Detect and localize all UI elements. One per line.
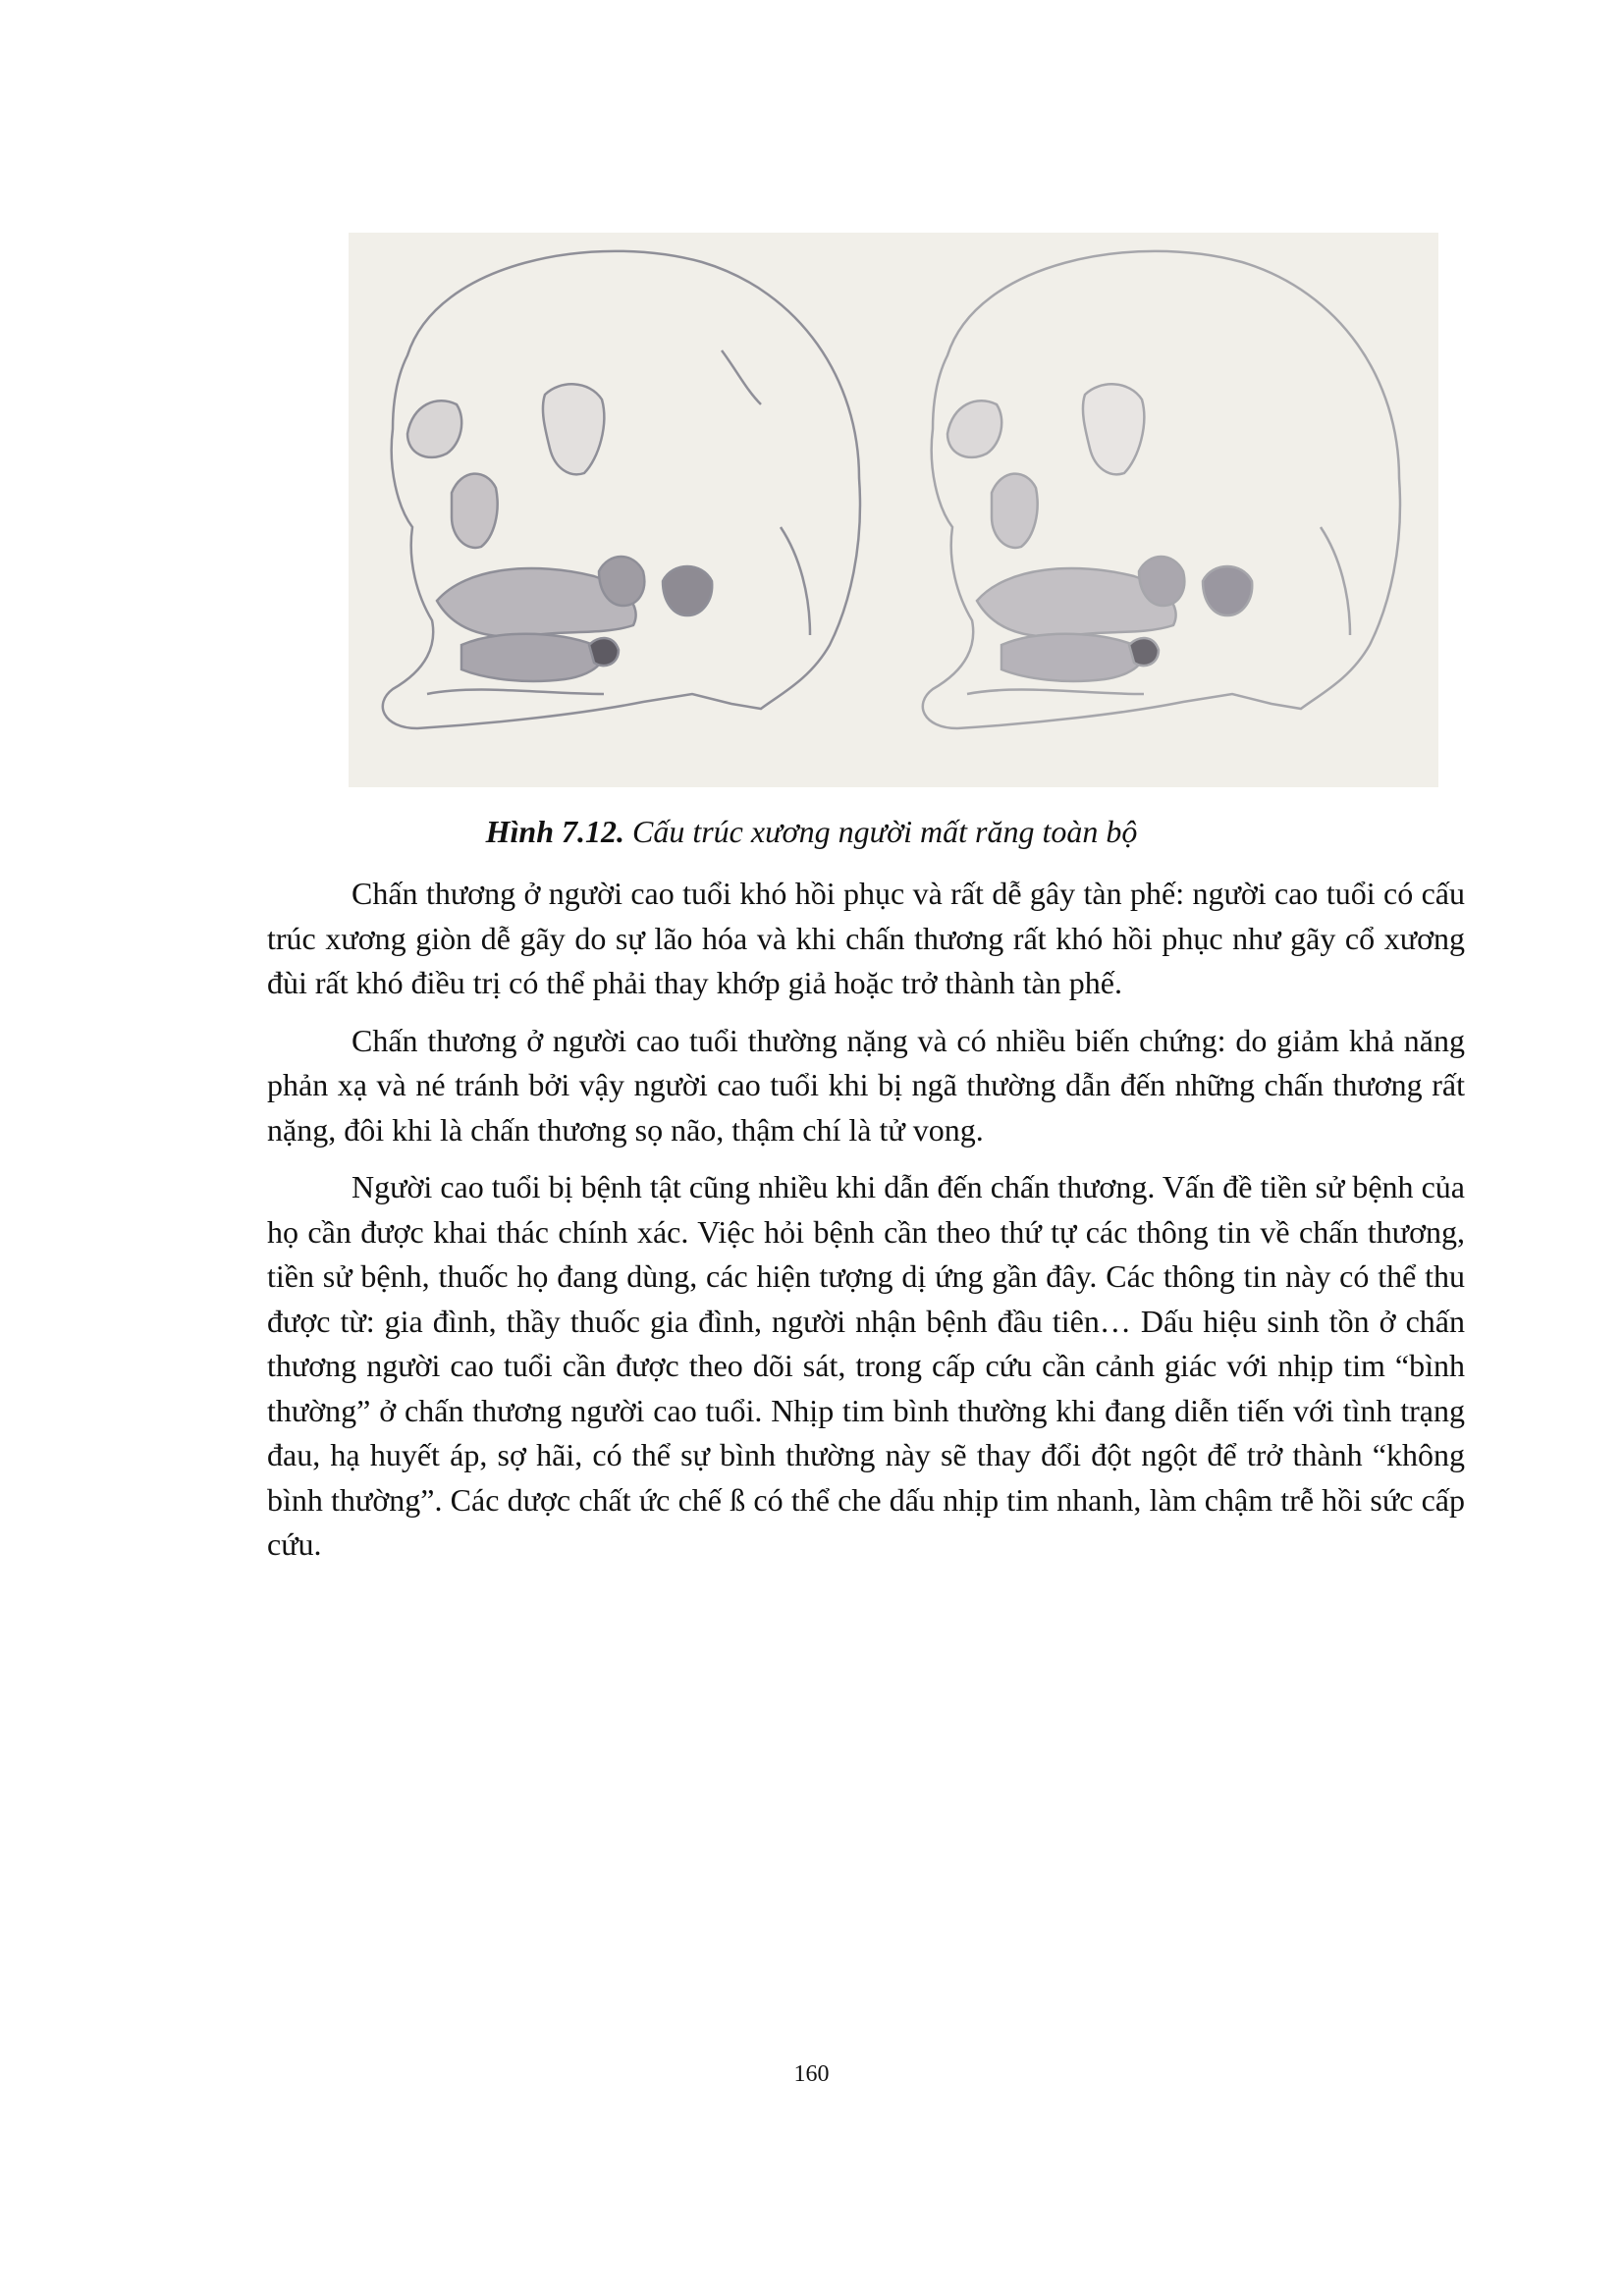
figure-caption-label: Hình 7.12. <box>485 814 624 849</box>
figure-caption-text: Cấu trúc xương người mất răng toàn bộ <box>631 814 1138 849</box>
figure-caption <box>0 812 1623 851</box>
paragraph-1: Chấn thương ở người cao tuổi khó hồi phục và rất dễ gây tàn phế: người cao tuổi có cấu trúc xương giòn dễ gãy do sự lão hóa và khi chấn thương rất khó hồi phục như gãy cổ xương đùi rất khó điều trị có thể phải thay khớp giả hoặc trở thành tàn phế. <box>267 876 1465 1000</box>
skull-figure <box>349 233 1438 787</box>
page-number: 160 <box>793 2061 830 2087</box>
paragraph-2: Chấn thương ở người cao tuổi thường nặng và có nhiều biến chứng: do giảm khả năng phản xạ và né tránh bởi vậy người cao tuổi khi bị ngã thường dẫn đến những chấn thương rất nặng, đôi khi là chấn thương sọ não, thậm chí là tử vong. <box>267 1022 1465 1148</box>
skull-illustration-icon <box>349 233 1438 787</box>
body-text <box>267 872 1465 1580</box>
paragraph-3: Người cao tuổi bị bệnh tật cũng nhiều khi dẫn đến chấn thương. Vấn đề tiền sử bệnh của họ cần được khai thác chính xác. Việc hỏi bệnh cần theo thứ tự các thông tin về chấn thương, tiền sử bệnh, thuốc họ đang dùng, các hiện tượng dị ứng gần đây. Các thông tin này có thể thu được từ: gia đình, thầy thuốc gia đình, người nhận bệnh đầu tiên… Dấu hiệu sinh tồn ở chấn thương người cao tuổi cần được theo dõi sát, trong cấp cứu cần cảnh giác với nhịp tim “bình thường” ở chấn thương người cao tuổi. Nhịp tim bình thường khi đang diễn tiến với tình trạng đau, hạ huyết áp, sợ hãi, có thể sự bình thường này sẽ thay đổi đột ngột để trở thành “không bình thường”. Các dược chất ức chế ß có thể che dấu nhịp tim nhanh, làm chậm trễ hồi sức cấp cứu. <box>267 1169 1465 1562</box>
